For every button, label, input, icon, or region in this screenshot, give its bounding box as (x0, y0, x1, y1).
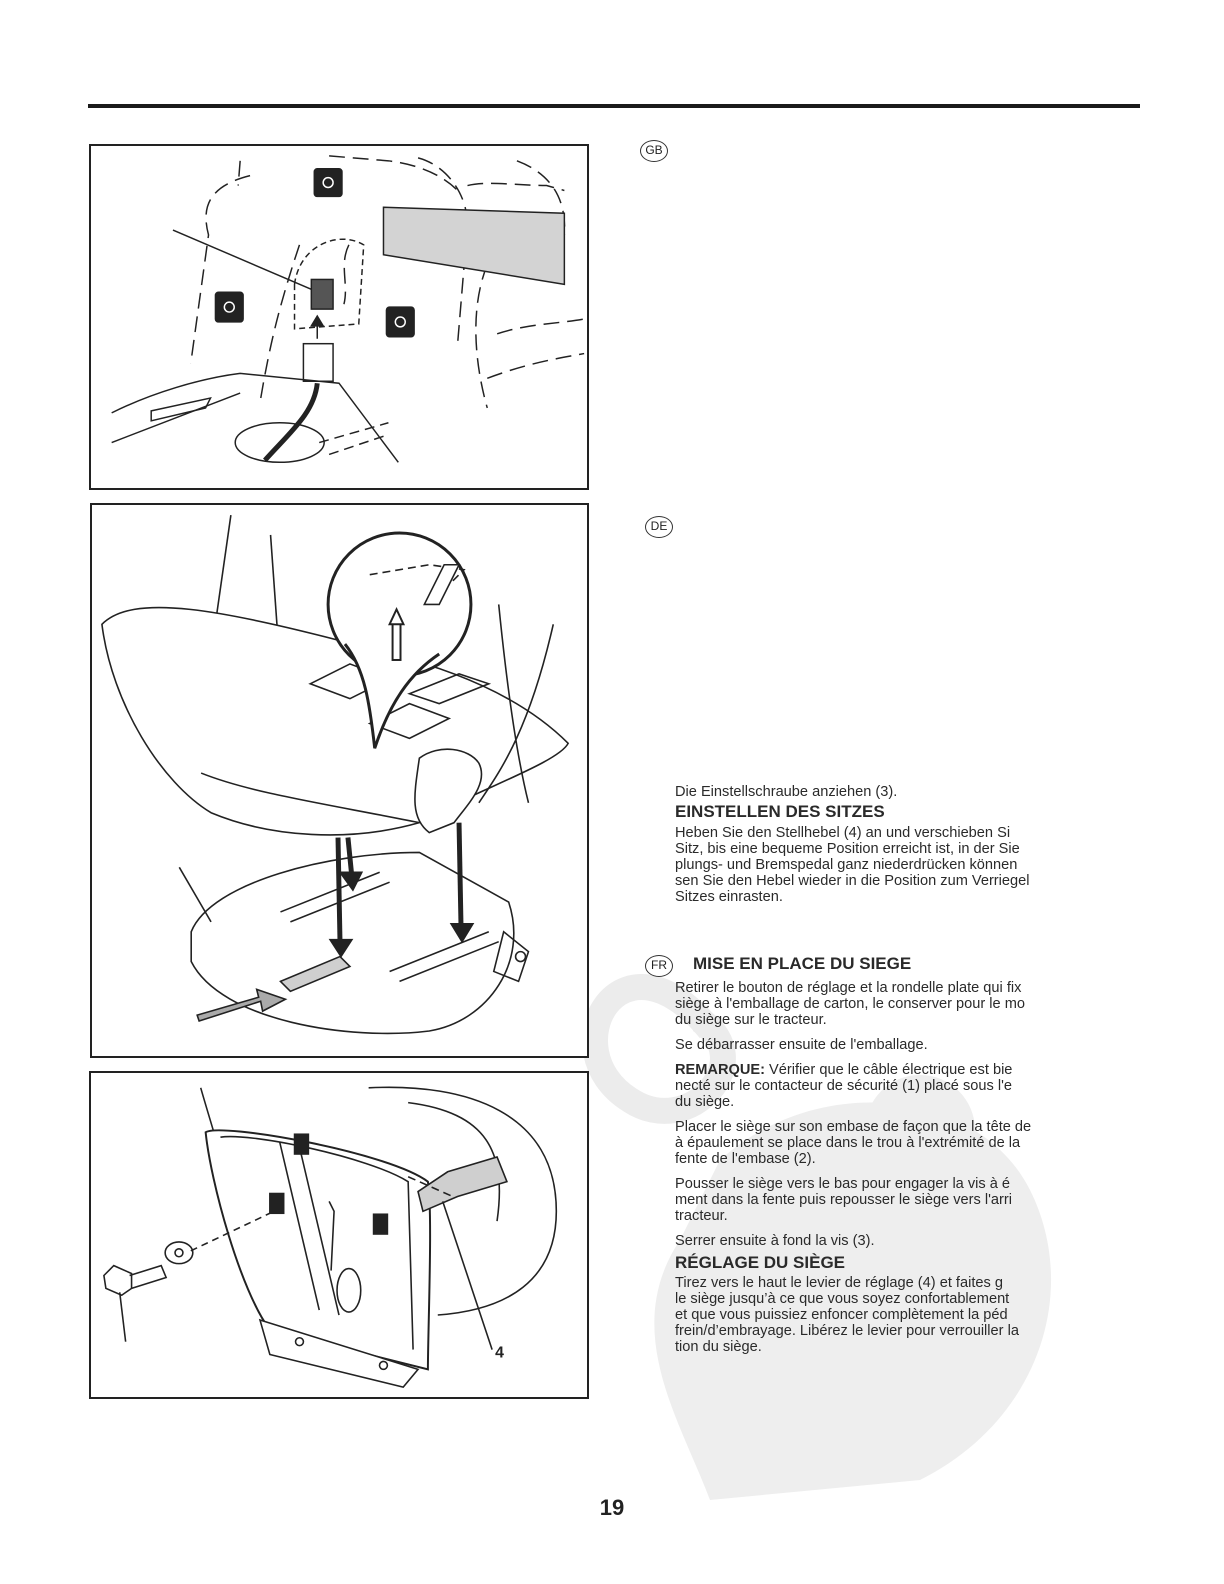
figure-seat-adjustment (89, 1071, 589, 1399)
fr-section (675, 980, 1105, 1355)
fr-heading-2: RÉGLAGE DU SIÈGE (675, 1253, 846, 1272)
fr-paragraph-2: Se débarrasser ensuite de l'emballage. (675, 1037, 928, 1053)
fr-paragraph-4: Placer le siège sur son embase de façon que la tête de à épaulement se place dans le trou à l'extrémité de la fente de l'embase (2). (675, 1119, 1032, 1167)
fr-badge: FR (645, 955, 673, 977)
gb-badge: GB (640, 140, 668, 162)
fr-paragraph-3: REMARQUE: Vérifier que le câble électrique est bie necté sur le contacteur de sécurité (1) placé sous l'e du siège. (675, 1062, 1013, 1110)
de-body: Heben Sie den Stellhebel (4) an und verschieben Si Sitz, bis eine bequeme Position erreicht ist, in der Sie plungs- und Bremspedal ganz niederdrücken können sen Sie den Hebel wieder in die Position zum Verriegel Sitzes einrasten. (675, 825, 1030, 905)
fr-paragraph-5: Pousser le siège vers le bas pour engager la vis à é ment dans la fente puis repousser le siège vers l'arri tracteur. (675, 1176, 1012, 1224)
de-intro-line: Die Einstellschraube anziehen (3). (675, 784, 898, 800)
callout-4: 4 (495, 1344, 504, 1362)
fr-paragraph-6: Serrer ensuite à fond la vis (3). (675, 1233, 875, 1249)
header-rule (88, 104, 1140, 108)
de-heading: EINSTELLEN DES SITZES (675, 802, 885, 821)
de-badge: DE (645, 516, 673, 538)
de-section (675, 784, 1105, 905)
figure-seat-mounting (90, 503, 589, 1058)
fr-paragraph-1: Retirer le bouton de réglage et la rondelle plate qui fix siège à l'emballage de carton, le conserver pour le mo du siège sur le tracteur. (675, 980, 1025, 1028)
fr-heading: MISE EN PLACE DU SIEGE (693, 954, 912, 973)
figure-seat-switch (89, 144, 589, 490)
fr-paragraph-7: Tirez vers le haut le levier de réglage (4) et faites g le siège jusqu’à ce que vous soyez confortablement et que vous puissiez enfoncer complètement la péd frein/d’embrayage. Libérez le levier pour verrouiller la tion du siège. (675, 1275, 1019, 1355)
page-number: 19 (599, 1495, 625, 1520)
